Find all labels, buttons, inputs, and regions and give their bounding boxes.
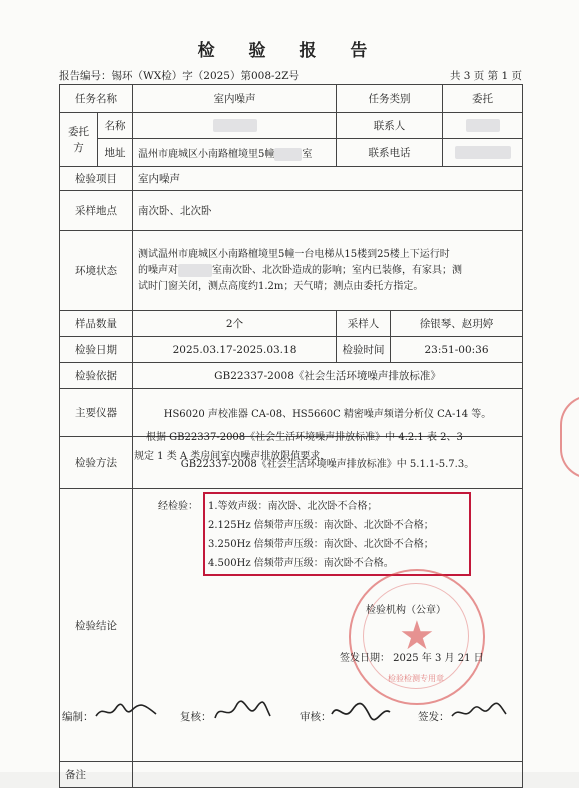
official-seal (349, 569, 485, 705)
issued-label: 签发： (418, 711, 450, 723)
report-number: 报告编号：锡环（WX检）字（2025）第008-2Z号 (59, 70, 300, 82)
item-label: 检验项目 (60, 167, 133, 191)
result-2: 2.125Hz 倍频带声压级：南次卧、北次卧不合格； (208, 520, 434, 531)
basis-value: GB22337-2008《社会生活环境噪声排放标准》 (133, 363, 523, 389)
address-redacted (274, 148, 302, 161)
audited-signature (330, 700, 392, 724)
time-value: 23:51-00:36 (391, 337, 523, 363)
sampler-value: 徐银琴、赵玥婷 (391, 311, 523, 337)
client-name-redacted (133, 113, 337, 139)
method-value: GB22337-2008《社会生活环境噪声排放标准》中 5.1.1-5.7.3。 (133, 437, 523, 489)
task-name-label: 任务名称 (60, 85, 133, 113)
env-line-3: 试时门窗关闭，测点高度约1.2m；天气晴；测点由委托方指定。 (138, 280, 424, 292)
remarks-label: 备注 (60, 762, 133, 788)
org-label: 检验机构（公章） (366, 605, 446, 616)
env-label: 环境状态 (60, 231, 133, 311)
remarks-value (133, 762, 523, 788)
site-value: 南次卧、北次卧 (133, 191, 523, 231)
name-label: 名称 (98, 113, 133, 139)
env-line-2 (138, 263, 517, 279)
time-label: 检验时间 (337, 337, 391, 363)
task-type-label: 任务类别 (337, 85, 443, 113)
task-type-value: 委托 (443, 85, 523, 113)
compiled-signature (94, 700, 158, 724)
issued-signature (450, 700, 508, 724)
conclusion-line-2: 规定 1 类 A 类房间室内噪声排放限值要求， (134, 451, 331, 462)
reviewed-label: 复核： (180, 711, 212, 723)
seal-star-icon: ★ (399, 613, 435, 659)
issue-date: 签发日期： 2025 年 3 月 21 日 (340, 653, 484, 664)
seal-band-text: 检验检测专用章 (388, 674, 444, 683)
edge-seal-fragment (560, 395, 579, 479)
env-redacted (178, 264, 212, 277)
result-4: 4.500Hz 倍频带声压级：南次卧不合格。 (208, 558, 394, 569)
phone-redacted (443, 139, 523, 167)
address-value (133, 139, 337, 167)
audited-label: 审核： (300, 711, 332, 723)
count-value: 2个 (133, 311, 337, 337)
count-label: 样品数量 (60, 311, 133, 337)
conclusion-line-1: 根据 GB22337-2008《社会生活环境噪声排放标准》中 4.2.1 表 2、3 (146, 432, 463, 443)
contact-label: 联系人 (337, 113, 443, 139)
report-title: 检 验 报 告 (197, 41, 382, 61)
date-value: 2025.03.17-2025.03.18 (133, 337, 337, 363)
basis-label: 检验依据 (60, 363, 133, 389)
env-line-2a: 的噪声对 (138, 264, 178, 276)
task-name-value: 室内噪声 (133, 85, 337, 113)
client-label-text: 委托方 (68, 125, 89, 154)
compiled-label: 编制： (62, 711, 94, 723)
sampler-label: 采样人 (337, 311, 391, 337)
phone-label: 联系电话 (337, 139, 443, 167)
contact-redacted (443, 113, 523, 139)
address-prefix: 温州市鹿城区小南路檀境里5幢 (138, 148, 275, 160)
method-label: 检验方法 (60, 437, 133, 489)
address-suffix: 室 (302, 148, 313, 160)
instrument-value: HS6020 声校准器 CA-08、HS5660C 精密噪声频谱分析仪 CA-14 等。 (133, 389, 523, 437)
env-line-2b: 室南次卧、北次卧造成的影响；室内已装修，有家具；测 (212, 264, 462, 276)
instrument-label: 主要仪器 (60, 389, 133, 437)
result-3: 3.250Hz 倍频带声压级：南次卧、北次卧不合格； (208, 539, 434, 550)
date-label: 检验日期 (60, 337, 133, 363)
item-value: 室内噪声 (133, 167, 523, 191)
address-label: 地址 (98, 139, 133, 167)
conclusion-prefix: 经检验： (158, 501, 198, 512)
site-label: 采样地点 (60, 191, 133, 231)
client-label (60, 113, 98, 167)
env-line-1: 测试温州市鹿城区小南路檀境里5幢一台电梯从15楼到25楼上下运行时 (138, 248, 450, 260)
reviewed-signature (212, 700, 272, 724)
page-count: 共 3 页 第 1 页 (449, 70, 522, 82)
env-value (133, 231, 523, 311)
result-1: 1.等效声级：南次卧、北次卧不合格； (208, 501, 378, 512)
conclusion-label: 检验结论 (60, 489, 133, 762)
